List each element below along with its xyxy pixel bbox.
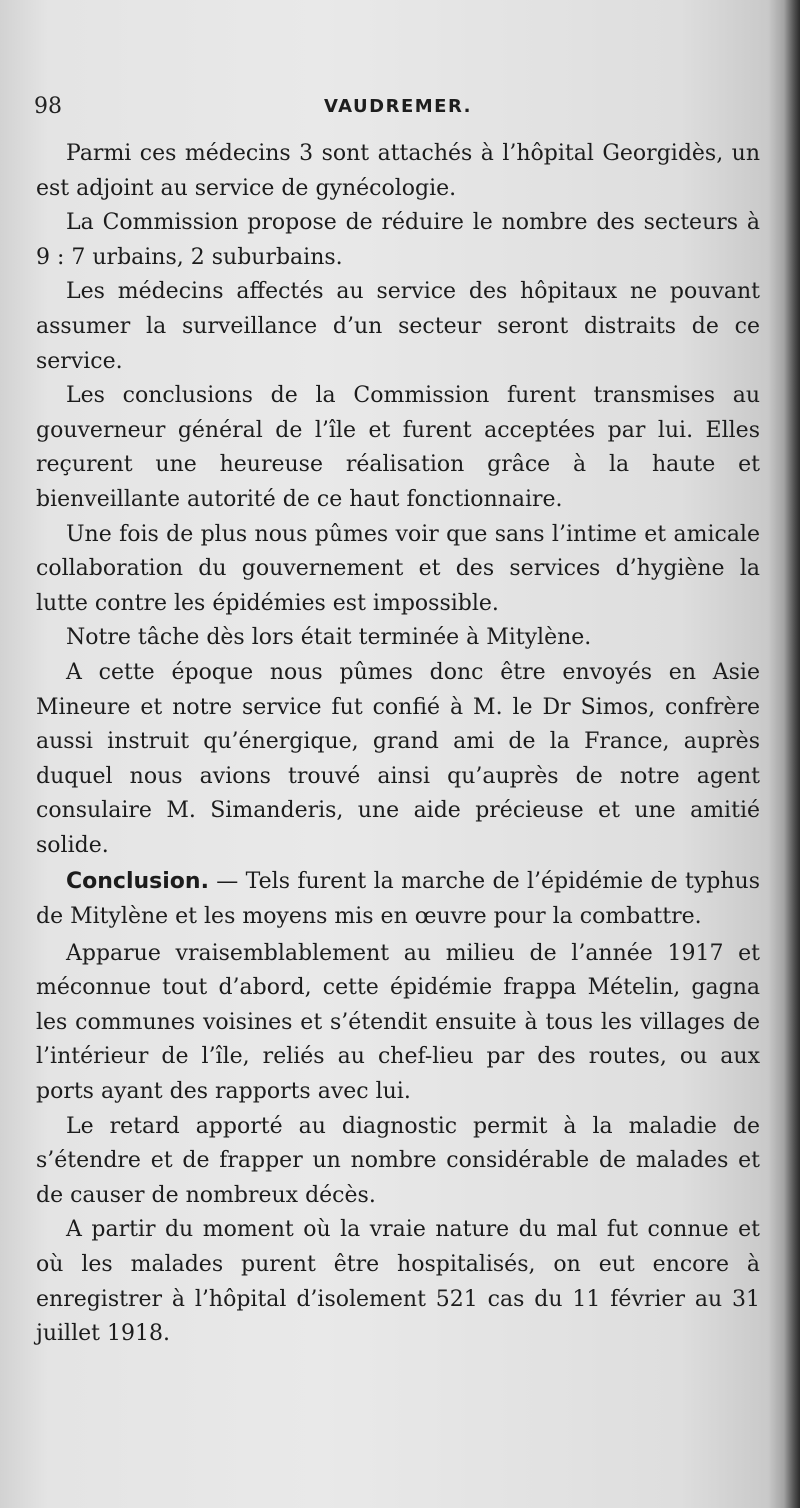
paragraph: Les médecins affectés au service des hôpitaux ne pouvant assumer la surveillance d’un secteur seront distraits de ce service. (36, 279, 760, 374)
paragraph: Notre tâche dès lors était terminée à Mitylène. (66, 625, 592, 651)
paragraph: Une fois de plus nous pûmes voir que sans l’intime et amicale collaboration du gouvernement et des services d’hygiène la lutte contre les épidémies est impossible. (36, 521, 760, 616)
conclusion-heading: Conclusion. (66, 869, 209, 895)
paragraph: Le retard apporté au diagnostic permit à la maladie de s’étendre et de frapper un nombre considérable de malades et de causer de nombreux décès. (36, 1113, 760, 1208)
paragraph: Les conclusions de la Commission furent transmises au gouverneur général de l’île et furent acceptées par lui. Elles reçurent une heureuse réalisation grâce à la haute et bienveillante autorité de ce haut fonctionnaire. (36, 383, 760, 512)
conclusion-paragraph (36, 865, 760, 934)
page-number: 98 (34, 94, 62, 119)
paragraph: La Commission propose de réduire le nombre des secteurs à 9 : 7 urbains, 2 suburbains. (36, 210, 760, 270)
conclusion-text: — Tels furent la marche de l’épidémie de typhus de Mitylène et les moyens mis en œuvre pour la combattre. (36, 869, 760, 930)
paragraph: Apparue vraisemblablement au milieu de l’année 1917 et méconnue tout d’abord, cette épidémie frappa Mételin, gagna les communes voisines et s’étendit ensuite à tous les villages de l’intérieur de l’île, reliés au chef-lieu par des routes, ou aux ports ayant des rapports avec lui. (36, 940, 760, 1105)
body-text (36, 137, 760, 1352)
running-head: VAUDREMER. (323, 96, 473, 117)
paragraph: Parmi ces médecins 3 sont attachés à l’hôpital Georgidès, un est adjoint au service de gynécologie. (36, 141, 760, 201)
paragraph: A cette époque nous pûmes donc être envoyés en Asie Mineure et notre service fut confié à M. le Dr Simos, confrère aussi instruit qu’énergique, grand ami de la France, auprès duquel nous avions trouvé ainsi qu’auprès de notre agent consulaire M. Simanderis, une aide précieuse et une amitié solide. (36, 659, 760, 858)
page-spine-shadow (784, 0, 800, 1508)
paragraph: A partir du moment où la vraie nature du mal fut connue et où les malades purent être hospitalisés, on eut encore à enregistrer à l’hôpital d’isolement 521 cas du 11 février au 31 juillet 1918. (36, 1217, 760, 1347)
page-header (34, 94, 762, 124)
